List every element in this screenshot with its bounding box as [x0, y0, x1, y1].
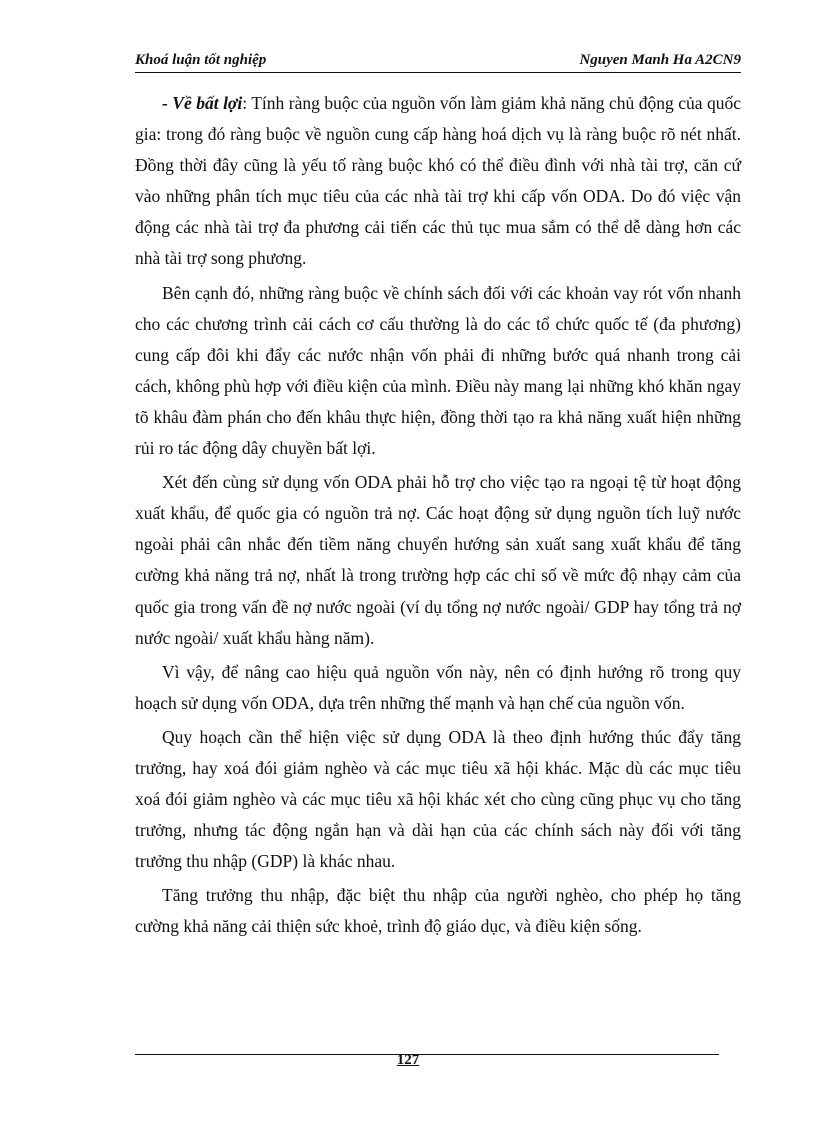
paragraph-income-growth: Tăng trưởng thu nhập, đặc biệt thu nhập của người nghèo, cho phép họ tăng cường khả năng cải thiện sức khoẻ, trình độ giáo dục, và điều kiện sống. — [135, 885, 741, 937]
page-header — [135, 50, 741, 73]
paragraph-policy-constraints: Bên cạnh đó, những ràng buộc về chính sách đối với các khoản vay rót vốn nhanh cho các chương trình cải cách cơ cấu thường là do các tổ chức quốc tế (đa phương) cung cấp đôi khi đẩy các nước nhận vốn phải đi những bước quá nhanh trong cải cách, không phù hợp với điều kiện của mình. Điều này mang lại những khó khăn ngay tõ khâu đàm phán cho đến khâu thực hiện, đồng thời tạo ra khả năng xuất hiện những rủi ro tác động dây chuyền bất lợi. — [135, 282, 741, 459]
paragraph-text: : Tính ràng buộc của nguồn vốn làm giảm khả năng chủ động của quốc gia: trong đó ràng buộc về nguồn cung cấp hàng hoá dịch vụ là ràng buộc rõ nét nhất. Đồng thời đây cũng là yếu tố ràng buộc khó có thể điều đình với nhà tài trợ, căn cứ vào những phân tích mục tiêu của các nhà tài trợ khi cấp vốn ODA. Do đó việc vận động các nhà tài trợ đa phương cải tiến các thủ tục mua sắm có thể dễ dàng hơn các nhà tài trợ song phương. — [135, 93, 741, 269]
page-number: 127 — [396, 1052, 420, 1068]
paragraph-disadvantages — [135, 88, 741, 275]
paragraph-lead: - Về bất lợi — [162, 93, 243, 113]
paragraph-planning-growth: Quy hoạch cần thể hiện việc sử dụng ODA là theo định hướng thúc đẩy tăng trưởng, hay xoá đói giảm nghèo và các mục tiêu xã hội khác. Mặc dù các mục tiêu xoá đói giảm nghèo và các mục tiêu xã hội khác xét cho cùng cũng phục vụ cho tăng trưởng, nhưng tác động ngắn hạn và dài hạn của các chính sách này đối với tăng trưởng thu nhập (GDP) là khác nhau. — [135, 726, 741, 872]
header-title: Khoá luận tốt nghiệp — [135, 52, 267, 68]
paragraph-planning-orientation: Vì vậy, để nâng cao hiệu quả nguồn vốn này, nên có định hướng rõ trong quy hoạch sử dụng vốn ODA, dựa trên những thế mạnh và hạn chế của nguồn vốn. — [135, 661, 741, 713]
page-body — [135, 88, 741, 946]
paragraph-export-support: Xét đến cùng sử dụng vốn ODA phải hỗ trợ cho việc tạo ra ngoại tệ từ hoạt động xuất khẩu, để quốc gia có nguồn trả nợ. Các hoạt động sử dụng nguồn tích luỹ nước ngoài phải cân nhắc đến tiềm năng chuyển hướng sản xuất sang xuất khẩu để tăng cường khả năng trả nợ, nhất là trong trường hợp các chỉ số về mức độ nhạy cảm của quốc gia trong vấn đề nợ nước ngoài (ví dụ tổng nợ nước ngoài/ GDP hay tổng trả nợ nước ngoài/ xuất khẩu hàng năm). — [135, 472, 741, 648]
header-author: Nguyen Manh Ha A2CN9 — [579, 52, 741, 68]
